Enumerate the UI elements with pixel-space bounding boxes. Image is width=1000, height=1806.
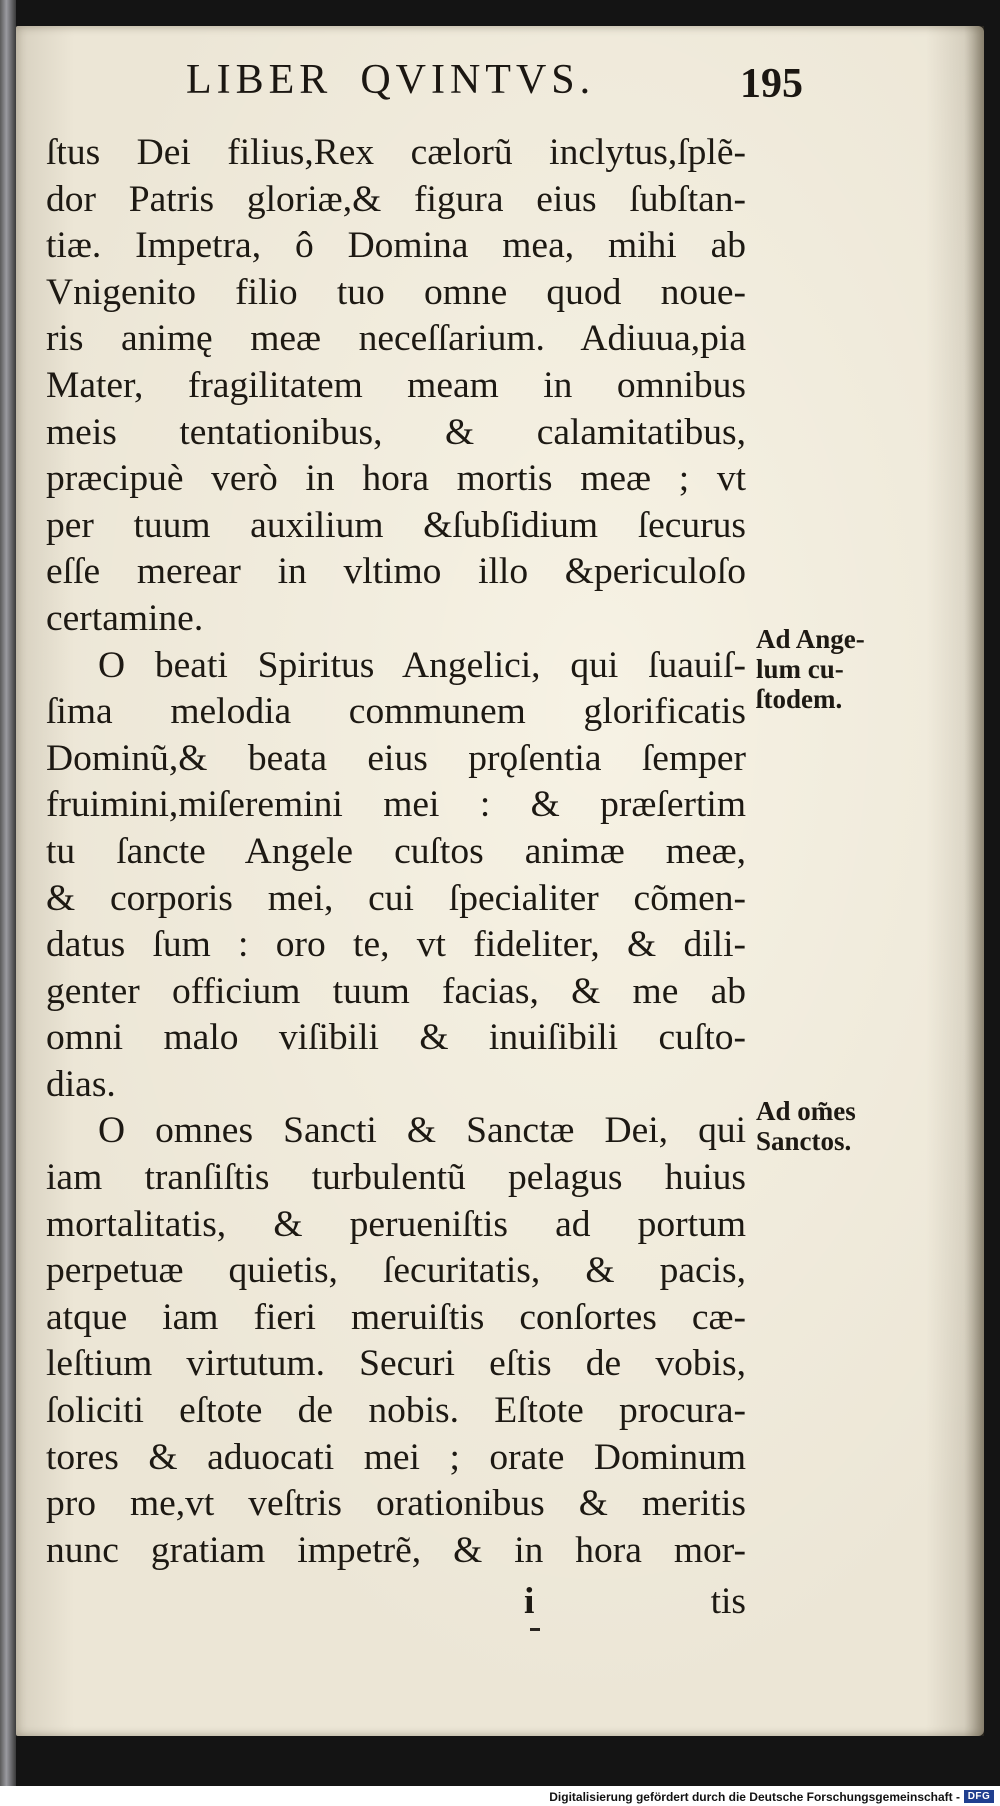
- running-title-left: LIBER: [186, 57, 333, 103]
- text-line: omni malo viſibili & inuiſibili cuſto-: [46, 1017, 746, 1059]
- text-line: tiæ. Impetra, ô Domina mea, mihi ab: [46, 225, 746, 267]
- text-line: dias.: [46, 1063, 116, 1105]
- running-title-right: QVINTVS.: [360, 57, 596, 103]
- text-line: datus ſum : oro te, vt fideliter, & dili-: [46, 924, 746, 966]
- text-line: præcipuè verò in hora mortis meæ ; vt: [46, 458, 746, 500]
- text-line: eſſe merear in vltimo illo &periculoſo: [46, 551, 746, 593]
- text-line: certamine.: [46, 597, 204, 639]
- dfg-logo: DFG: [964, 1790, 994, 1803]
- text-line: Vnigenito filio tuo omne quod noue-: [46, 271, 746, 313]
- scan-footer: [0, 1786, 1000, 1806]
- signature-dash: [530, 1628, 540, 1631]
- text-line: per tuum auxilium &ſubſidium ſecurus: [46, 504, 746, 546]
- body-text: [46, 130, 746, 1574]
- text-line: meis tentationibus, & calamitatibus,: [46, 411, 746, 453]
- text-line: O beati Spiritus Angelici, qui ſuauiſ-: [98, 644, 746, 686]
- text-line: Dominũ,& beata eius prǫſentia ſemper: [46, 737, 746, 779]
- running-title: [186, 56, 595, 104]
- text-line: perpetuæ quietis, ſecuritatis, & pacis,: [46, 1250, 746, 1292]
- page-shadow: [964, 26, 984, 1736]
- text-line: tores & aduocati mei ; orate Dominum: [46, 1436, 746, 1478]
- book-edge: [0, 0, 16, 1806]
- text-line: & corporis mei, cui ſpecialiter cõmen-: [46, 877, 746, 919]
- text-line: dor Patris gloriæ,& figura eius ſubſtan-: [46, 178, 746, 220]
- paragraph-1: [46, 130, 746, 643]
- margin-note-angel: [756, 624, 865, 714]
- text-line: ris animę meæ neceſſarium. Adiuua,pia: [46, 318, 746, 360]
- text-line: Mater, fragilitatem meam in omnibus: [46, 364, 746, 406]
- margin-note-line: lum cu-: [756, 654, 844, 684]
- funding-credit: Digitalisierung gefördert durch die Deutsche Forschungsgemeinschaft -: [549, 1790, 960, 1804]
- page-number: 195: [740, 61, 803, 107]
- text-line: ſoliciti eſtote de nobis. Eſtote procura-: [46, 1390, 746, 1432]
- text-line: O omnes Sancti & Sanctæ Dei, qui: [98, 1110, 746, 1152]
- text-line: atque iam fieri meruiſtis conſortes cæ-: [46, 1296, 746, 1338]
- text-line: fruimini,miſeremini mei : & præſertim: [46, 784, 746, 826]
- book-page: [16, 26, 984, 1736]
- text-line: pro me,vt veſtris orationibus & meritis: [46, 1483, 746, 1525]
- text-line: mortalitatis, & perueniſtis ad portum: [46, 1203, 746, 1245]
- paragraph-3: [46, 1108, 746, 1574]
- margin-note-saints: [756, 1096, 856, 1156]
- margin-note-line: ſtodem.: [756, 684, 843, 714]
- margin-note-line: Ad om̃es: [756, 1096, 856, 1126]
- text-line: nunc gratiam impetrẽ, & in hora mor-: [46, 1529, 746, 1571]
- catchword: tis: [710, 1581, 746, 1622]
- text-line: genter officium tuum facias, & me ab: [46, 970, 746, 1012]
- margin-note-line: Sanctos.: [756, 1126, 852, 1156]
- paragraph-2: [46, 643, 746, 1109]
- text-line: tu ſancte Angele cuſtos animæ meæ,: [46, 830, 746, 872]
- margin-note-line: Ad Ange-: [756, 624, 865, 654]
- text-line: leſtium virtutum. Securi eſtis de vobis,: [46, 1343, 746, 1385]
- text-line: ſtus Dei filius,Rex cælorũ inclytus,ſplẽ-: [46, 132, 746, 173]
- page-foot: [46, 1580, 746, 1630]
- signature-mark: i: [524, 1581, 535, 1622]
- text-line: iam tranſiſtis turbulentũ pelagus huius: [46, 1157, 746, 1199]
- text-line: ſima melodia communem glorificatis: [46, 691, 746, 733]
